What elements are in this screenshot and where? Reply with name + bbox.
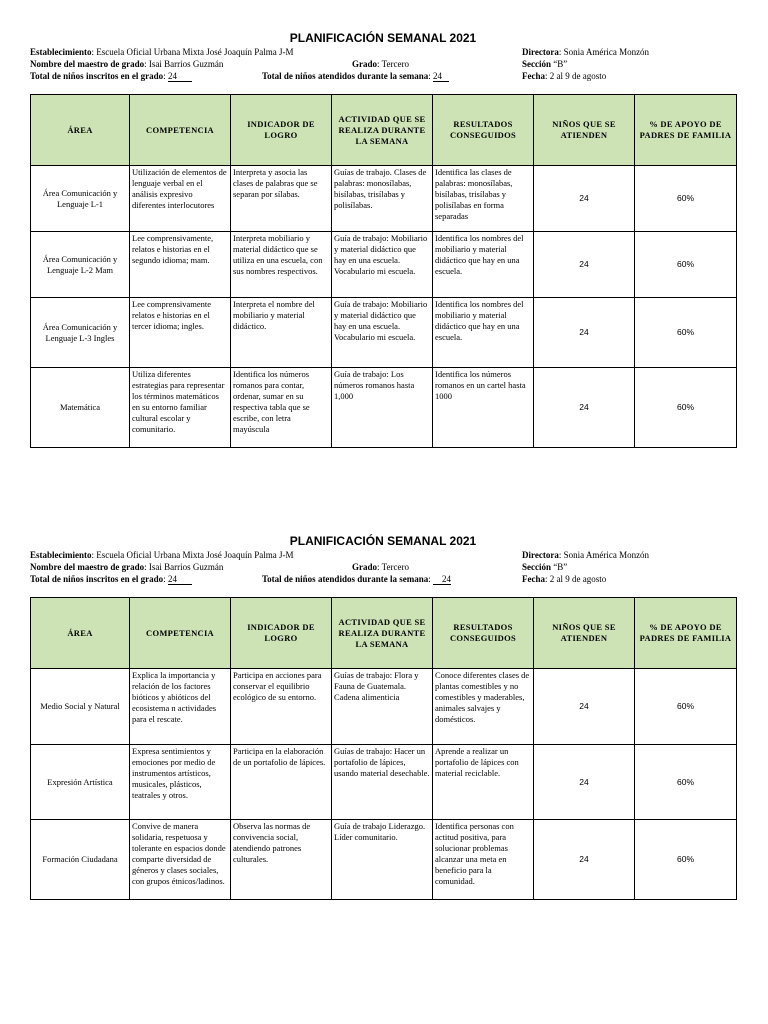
attended-field: Total de niños atendidos durante la semana: 24 <box>262 70 449 82</box>
header-row-1 <box>30 46 736 58</box>
table-header-row <box>31 95 737 166</box>
date-field: Fecha: 2 al 9 de agosto <box>522 574 607 584</box>
table-row <box>31 820 737 900</box>
ninos-cell: 24 <box>534 368 635 448</box>
column-header: % DE APOYO DE PADRES DE FAMILIA <box>635 598 737 669</box>
teacher-field: Nombre del maestro de grado: Isai Barrios Guzmán <box>30 562 224 572</box>
apoyo-cell: 60% <box>635 298 737 368</box>
competencia-cell: Utilización de elementos de lenguaje verbal en el análisis expresivo diferentes interlocutores <box>130 166 231 232</box>
enrolled-field: Total de niños inscritos en el grado: 24 <box>30 573 192 585</box>
area-cell: Área Comunicación y Lenguaje L-1 <box>31 166 130 232</box>
competencia-cell: Lee comprensivamente, relatos e historias en el segundo idioma; mam. <box>130 232 231 298</box>
table-row <box>31 368 737 448</box>
column-header: ÁREA <box>31 95 130 166</box>
section-field: Sección “B” <box>522 562 568 572</box>
apoyo-cell: 60% <box>635 745 737 820</box>
apoyo-cell: 60% <box>635 166 737 232</box>
section-field: Sección “B” <box>522 59 568 69</box>
date-field: Fecha: 2 al 9 de agosto <box>522 71 607 81</box>
grade-field: Grado: Tercero <box>352 59 409 69</box>
column-header: COMPETENCIA <box>130 95 231 166</box>
indicador-cell: Interpreta y asocia las clases de palabras que se separan por sílabas. <box>231 166 332 232</box>
column-header: % DE APOYO DE PADRES DE FAMILIA <box>635 95 737 166</box>
planning-table <box>30 94 737 448</box>
column-header: RESULTADOS CONSEGUIDOS <box>433 95 534 166</box>
area-cell: Área Comunicación y Lenguaje L-3 Ingles <box>31 298 130 368</box>
attended-field: Total de niños atendidos durante la semana: 24 <box>262 574 451 584</box>
table-row <box>31 166 737 232</box>
header-row-3 <box>30 70 736 82</box>
apoyo-cell: 60% <box>635 232 737 298</box>
header-row-3 <box>30 573 736 585</box>
grade-field: Grado: Tercero <box>352 562 409 572</box>
resultados-cell: Conoce diferentes clases de plantas comestibles y no comestibles y maderables, animales salvajes y domésticos. <box>433 669 534 745</box>
resultados-cell: Identifica las clases de palabras: monosílabas, bisílabas, trisílabas y polisílabas en forma separadas <box>433 166 534 232</box>
area-cell: Área Comunicación y Lenguaje L-2 Mam <box>31 232 130 298</box>
column-header: NIÑOS QUE SE ATIENDEN <box>534 95 635 166</box>
area-cell: Medio Social y Natural <box>31 669 130 745</box>
area-cell: Matemática <box>31 368 130 448</box>
table-row <box>31 669 737 745</box>
actividad-cell: Guía de trabajo: Mobiliario y material didáctico que hay en una escuela. Vocabulario mi escuela. <box>332 298 433 368</box>
column-header: ACTIVIDAD QUE SE REALIZA DURANTE LA SEMANA <box>332 598 433 669</box>
planning-sheet-1 <box>30 30 736 448</box>
column-header: NIÑOS QUE SE ATIENDEN <box>534 598 635 669</box>
header-row-1 <box>30 549 736 561</box>
enrolled-field: Total de niños inscritos en el grado: 24 <box>30 70 192 82</box>
resultados-cell: Identifica los nombres del mobiliario y material didáctico que hay en una escuela. <box>433 232 534 298</box>
ninos-cell: 24 <box>534 298 635 368</box>
competencia-cell: Lee comprensivamente relatos e historias en el tercer idioma; ingles. <box>130 298 231 368</box>
header-row-2 <box>30 58 736 70</box>
indicador-cell: Participa en la elaboración de un portafolio de lápices. <box>231 745 332 820</box>
table-row <box>31 745 737 820</box>
actividad-cell: Guías de trabajo: Hacer un portafolio de lápices, usando material desechable. <box>332 745 433 820</box>
competencia-cell: Convive de manera solidaria, respetuosa y tolerante en espacios donde comparte diversidad de géneros y clases sociales, con grupos étnicos/ladinos. <box>130 820 231 900</box>
apoyo-cell: 60% <box>635 820 737 900</box>
column-header: COMPETENCIA <box>130 598 231 669</box>
area-cell: Formación Ciudadana <box>31 820 130 900</box>
actividad-cell: Guía de trabajo Liderazgo. Líder comunitario. <box>332 820 433 900</box>
sheet-title: PLANIFICACIÓN SEMANAL 2021 <box>289 534 477 548</box>
actividad-cell: Guías de trabajo. Clases de palabras: monosílabas, bisílabas, trisílabas y polisílabas. <box>332 166 433 232</box>
column-header: ÁREA <box>31 598 130 669</box>
indicador-cell: Participa en acciones para conservar el equilibrio ecológico de su entorno. <box>231 669 332 745</box>
table-header-row <box>31 598 737 669</box>
competencia-cell: Expresa sentimientos y emociones por medio de instrumentos artísticos, musicales, plásticos, teatrales y otros. <box>130 745 231 820</box>
table-row <box>31 232 737 298</box>
header-row-2 <box>30 561 736 573</box>
indicador-cell: Observa las normas de convivencia social, atendiendo patrones culturales. <box>231 820 332 900</box>
column-header: ACTIVIDAD QUE SE REALIZA DURANTE LA SEMANA <box>332 95 433 166</box>
apoyo-cell: 60% <box>635 669 737 745</box>
indicador-cell: Interpreta el nombre del mobiliario y material didáctico. <box>231 298 332 368</box>
director-field: Directora: Sonia América Monzón <box>522 47 650 57</box>
column-header: RESULTADOS CONSEGUIDOS <box>433 598 534 669</box>
column-header: INDICADOR DE LOGRO <box>231 598 332 669</box>
actividad-cell: Guía de trabajo: Los números romanos hasta 1,000 <box>332 368 433 448</box>
ninos-cell: 24 <box>534 820 635 900</box>
competencia-cell: Utiliza diferentes estrategias para representar los términos matemáticos en su entorno familiar cultural escolar y comunitario. <box>130 368 231 448</box>
apoyo-cell: 60% <box>635 368 737 448</box>
resultados-cell: Identifica los nombres del mobiliario y material didáctico que hay en una escuela. <box>433 298 534 368</box>
indicador-cell: Interpreta mobiliario y material didáctico que se utiliza en una escuela, con sus nombres respectivos. <box>231 232 332 298</box>
competencia-cell: Explica la importancia y relación de los factores bióticos y abióticos del ecosistema n actividades para el rescate. <box>130 669 231 745</box>
actividad-cell: Guías de trabajo: Flora y Fauna de Guatemala. Cadena alimenticia <box>332 669 433 745</box>
planning-table <box>30 597 737 900</box>
teacher-field: Nombre del maestro de grado: Isai Barrios Guzmán <box>30 59 224 69</box>
establishment-field: Establecimiento: Escuela Oficial Urbana Mixta José Joaquín Palma J-M <box>30 47 294 57</box>
establishment-field: Establecimiento: Escuela Oficial Urbana Mixta José Joaquín Palma J-M <box>30 550 294 560</box>
column-header: INDICADOR DE LOGRO <box>231 95 332 166</box>
ninos-cell: 24 <box>534 745 635 820</box>
indicador-cell: Identifica los números romanos para contar, ordenar, sumar en su respectiva tabla que se escribe, con letra mayúscula <box>231 368 332 448</box>
resultados-cell: Aprende a realizar un portafolio de lápices con material reciclable. <box>433 745 534 820</box>
director-field: Directora: Sonia América Monzón <box>522 550 650 560</box>
ninos-cell: 24 <box>534 232 635 298</box>
table-row <box>31 298 737 368</box>
actividad-cell: Guía de trabajo: Mobiliario y material didáctico que hay en una escuela. Vocabulario mi escuela. <box>332 232 433 298</box>
resultados-cell: Identifica los números romanos en un cartel hasta 1000 <box>433 368 534 448</box>
sheet-title: PLANIFICACIÓN SEMANAL 2021 <box>289 31 477 45</box>
area-cell: Expresión Artística <box>31 745 130 820</box>
resultados-cell: Identifica personas con actitud positiva, para solucionar problemas alcanzar una meta en beneficio para la comunidad. <box>433 820 534 900</box>
planning-sheet-2 <box>30 533 736 900</box>
ninos-cell: 24 <box>534 669 635 745</box>
ninos-cell: 24 <box>534 166 635 232</box>
